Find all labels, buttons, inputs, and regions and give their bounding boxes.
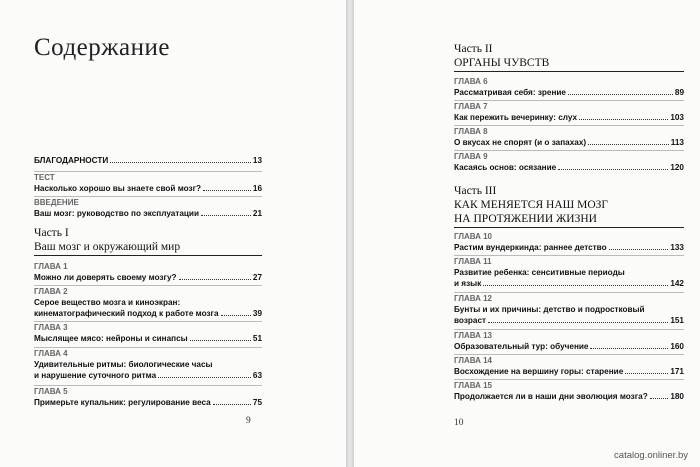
toc-entry-title: Рассматривая себя: зрение [454, 88, 566, 97]
toc-entry-chapter-6[interactable] [454, 77, 684, 98]
toc-entry-title-line: возраст [454, 316, 487, 325]
toc-entry-category: ГЛАВА 8 [454, 127, 488, 136]
toc-entry-title-line: Бунты и их причины: детство и подростковый [454, 305, 645, 314]
toc-entry-category: ГЛАВА 6 [454, 77, 488, 86]
toc-entry-title: БЛАГОДАРНОСТИ [34, 156, 109, 165]
toc-page-number: 113 [670, 138, 684, 147]
toc-entry-title-line: Развитие ребенка: сенситивные периоды [454, 268, 625, 277]
part-title: Ваш мозг и окружающий мир [34, 241, 181, 253]
part-header [34, 226, 262, 256]
toc-entry-category: ГЛАВА 3 [34, 323, 68, 332]
toc-entry-chapter-13[interactable] [454, 331, 684, 352]
toc-entry-chapter-8[interactable] [454, 127, 684, 148]
divider [34, 385, 262, 386]
part-label: Часть II [454, 43, 493, 55]
toc-entry-title-line: Удивительные ритмы: биологические часы [34, 360, 213, 369]
toc-entry-title: Как пережить вечеринку: слух [454, 113, 578, 122]
divider [454, 100, 684, 101]
toc-entry-category: ГЛАВА 7 [454, 102, 488, 111]
toc-entry-chapter-11[interactable] [454, 257, 684, 289]
toc-entry-title: Мыслящее мясо: нейроны и синапсы [34, 334, 188, 343]
toc-page-number: 13 [252, 156, 262, 165]
toc-entry-chapter-14[interactable] [454, 356, 684, 377]
toc-entry-test[interactable] [34, 173, 262, 194]
toc-entry-introduction[interactable] [34, 198, 262, 219]
book-gutter [346, 0, 354, 467]
part-title: ОРГАНЫ ЧУВСТВ [454, 57, 550, 69]
toc-entry-title-line: Серое вещество мозга и киноэкран: [34, 298, 181, 307]
watermark-text: catalog.onliner.by [614, 450, 688, 461]
divider [454, 150, 684, 151]
toc-entry-category: ГЛАВА 4 [34, 349, 68, 358]
toc-entry-category: ГЛАВА 10 [454, 232, 493, 241]
toc-entry-category: ГЛАВА 11 [454, 257, 492, 266]
toc-entry-chapter-4[interactable] [34, 349, 262, 381]
part-label: Часть III [454, 185, 497, 197]
toc-page-number: 160 [670, 342, 684, 351]
toc-page-number: 63 [252, 371, 262, 380]
toc-entry-title: Примерьте купальник: регулирование веса [34, 398, 211, 407]
toc-entry-chapter-1[interactable] [34, 262, 262, 283]
left-page [0, 0, 346, 467]
divider [34, 196, 262, 197]
divider [34, 285, 262, 286]
toc-page-number: 16 [252, 184, 262, 193]
toc-entry-title-line: и нарушение суточного ритма [34, 371, 157, 380]
divider [454, 255, 684, 256]
toc-page-number: 27 [252, 273, 262, 282]
part-title-line: КАК МЕНЯЕТСЯ НАШ МОЗГ [454, 199, 609, 211]
toc-entry-title: Касаясь основ: осязание [454, 163, 557, 172]
part-header [454, 184, 684, 228]
part-header [454, 42, 684, 72]
toc-entry-category: ТЕСТ [34, 173, 55, 182]
toc-entry-title-line: кинематографический подход к работе мозга [34, 309, 219, 318]
toc-entry-chapter-9[interactable] [454, 152, 684, 173]
toc-entry-title: Образовательный тур: обучение [454, 342, 589, 351]
divider [34, 321, 262, 322]
divider [34, 171, 262, 172]
toc-entry-chapter-10[interactable] [454, 232, 684, 253]
toc-entry-title: Растим вундеркинда: раннее детство [454, 243, 607, 252]
toc-entry-chapter-2[interactable] [34, 287, 262, 319]
toc-page-number: 89 [674, 88, 684, 97]
toc-entry-chapter-12[interactable] [454, 294, 684, 326]
toc-entry-title: Восхождение на вершину горы: старение [454, 367, 624, 376]
toc-entry-title: Насколько хорошо вы знаете свой мозг? [34, 184, 202, 193]
toc-entry-title: Продолжается ли в наши дни эволюция мозга? [454, 392, 648, 401]
toc-entry-category: ГЛАВА 12 [454, 294, 493, 303]
toc-entry-chapter-3[interactable] [34, 323, 262, 344]
divider [454, 354, 684, 355]
page-number-folio: 10 [454, 418, 464, 428]
toc-page-number: 51 [252, 334, 262, 343]
toc-page-number: 21 [252, 209, 262, 218]
toc-entry-chapter-7[interactable] [454, 102, 684, 123]
divider [454, 292, 684, 293]
toc-entry-category: ГЛАВА 2 [34, 287, 68, 296]
toc-page-number: 171 [670, 367, 684, 376]
toc-entry-category: ГЛАВА 13 [454, 331, 493, 340]
page-number-folio: 9 [246, 416, 251, 426]
toc-page-number: 133 [670, 243, 684, 252]
toc-page-number: 180 [670, 392, 684, 401]
divider [454, 379, 684, 380]
toc-entry-title: Можно ли доверять своему мозгу? [34, 273, 177, 282]
toc-entry-category: ГЛАВА 14 [454, 356, 493, 365]
toc-entry-category: ГЛАВА 9 [454, 152, 488, 161]
divider [454, 125, 684, 126]
toc-entry-category: ВВЕДЕНИЕ [34, 198, 79, 207]
toc-page-number: 142 [670, 279, 684, 288]
divider [454, 329, 684, 330]
toc-entry-acknowledgements[interactable] [34, 155, 262, 166]
toc-entry-title-line: и язык [454, 279, 482, 288]
toc-entry-title: Ваш мозг: руководство по эксплуатации [34, 209, 199, 218]
toc-page-number: 39 [252, 309, 262, 318]
page-title: Содержание [34, 34, 170, 61]
part-title-line: НА ПРОТЯЖЕНИИ ЖИЗНИ [454, 213, 597, 225]
toc-entry-title: О вкусах не спорят (и о запахах) [454, 138, 587, 147]
toc-page-number: 120 [670, 163, 684, 172]
toc-page-number: 75 [252, 398, 262, 407]
toc-entry-chapter-15[interactable] [454, 381, 684, 402]
toc-page-number: 103 [670, 113, 684, 122]
toc-entry-category: ГЛАВА 5 [34, 387, 68, 396]
right-page [354, 0, 700, 467]
part-label: Часть I [34, 227, 69, 239]
toc-page-number: 151 [670, 316, 684, 325]
toc-entry-chapter-5[interactable] [34, 387, 262, 408]
toc-entry-category: ГЛАВА 15 [454, 381, 493, 390]
toc-entry-category: ГЛАВА 1 [34, 262, 68, 271]
divider [34, 347, 262, 348]
